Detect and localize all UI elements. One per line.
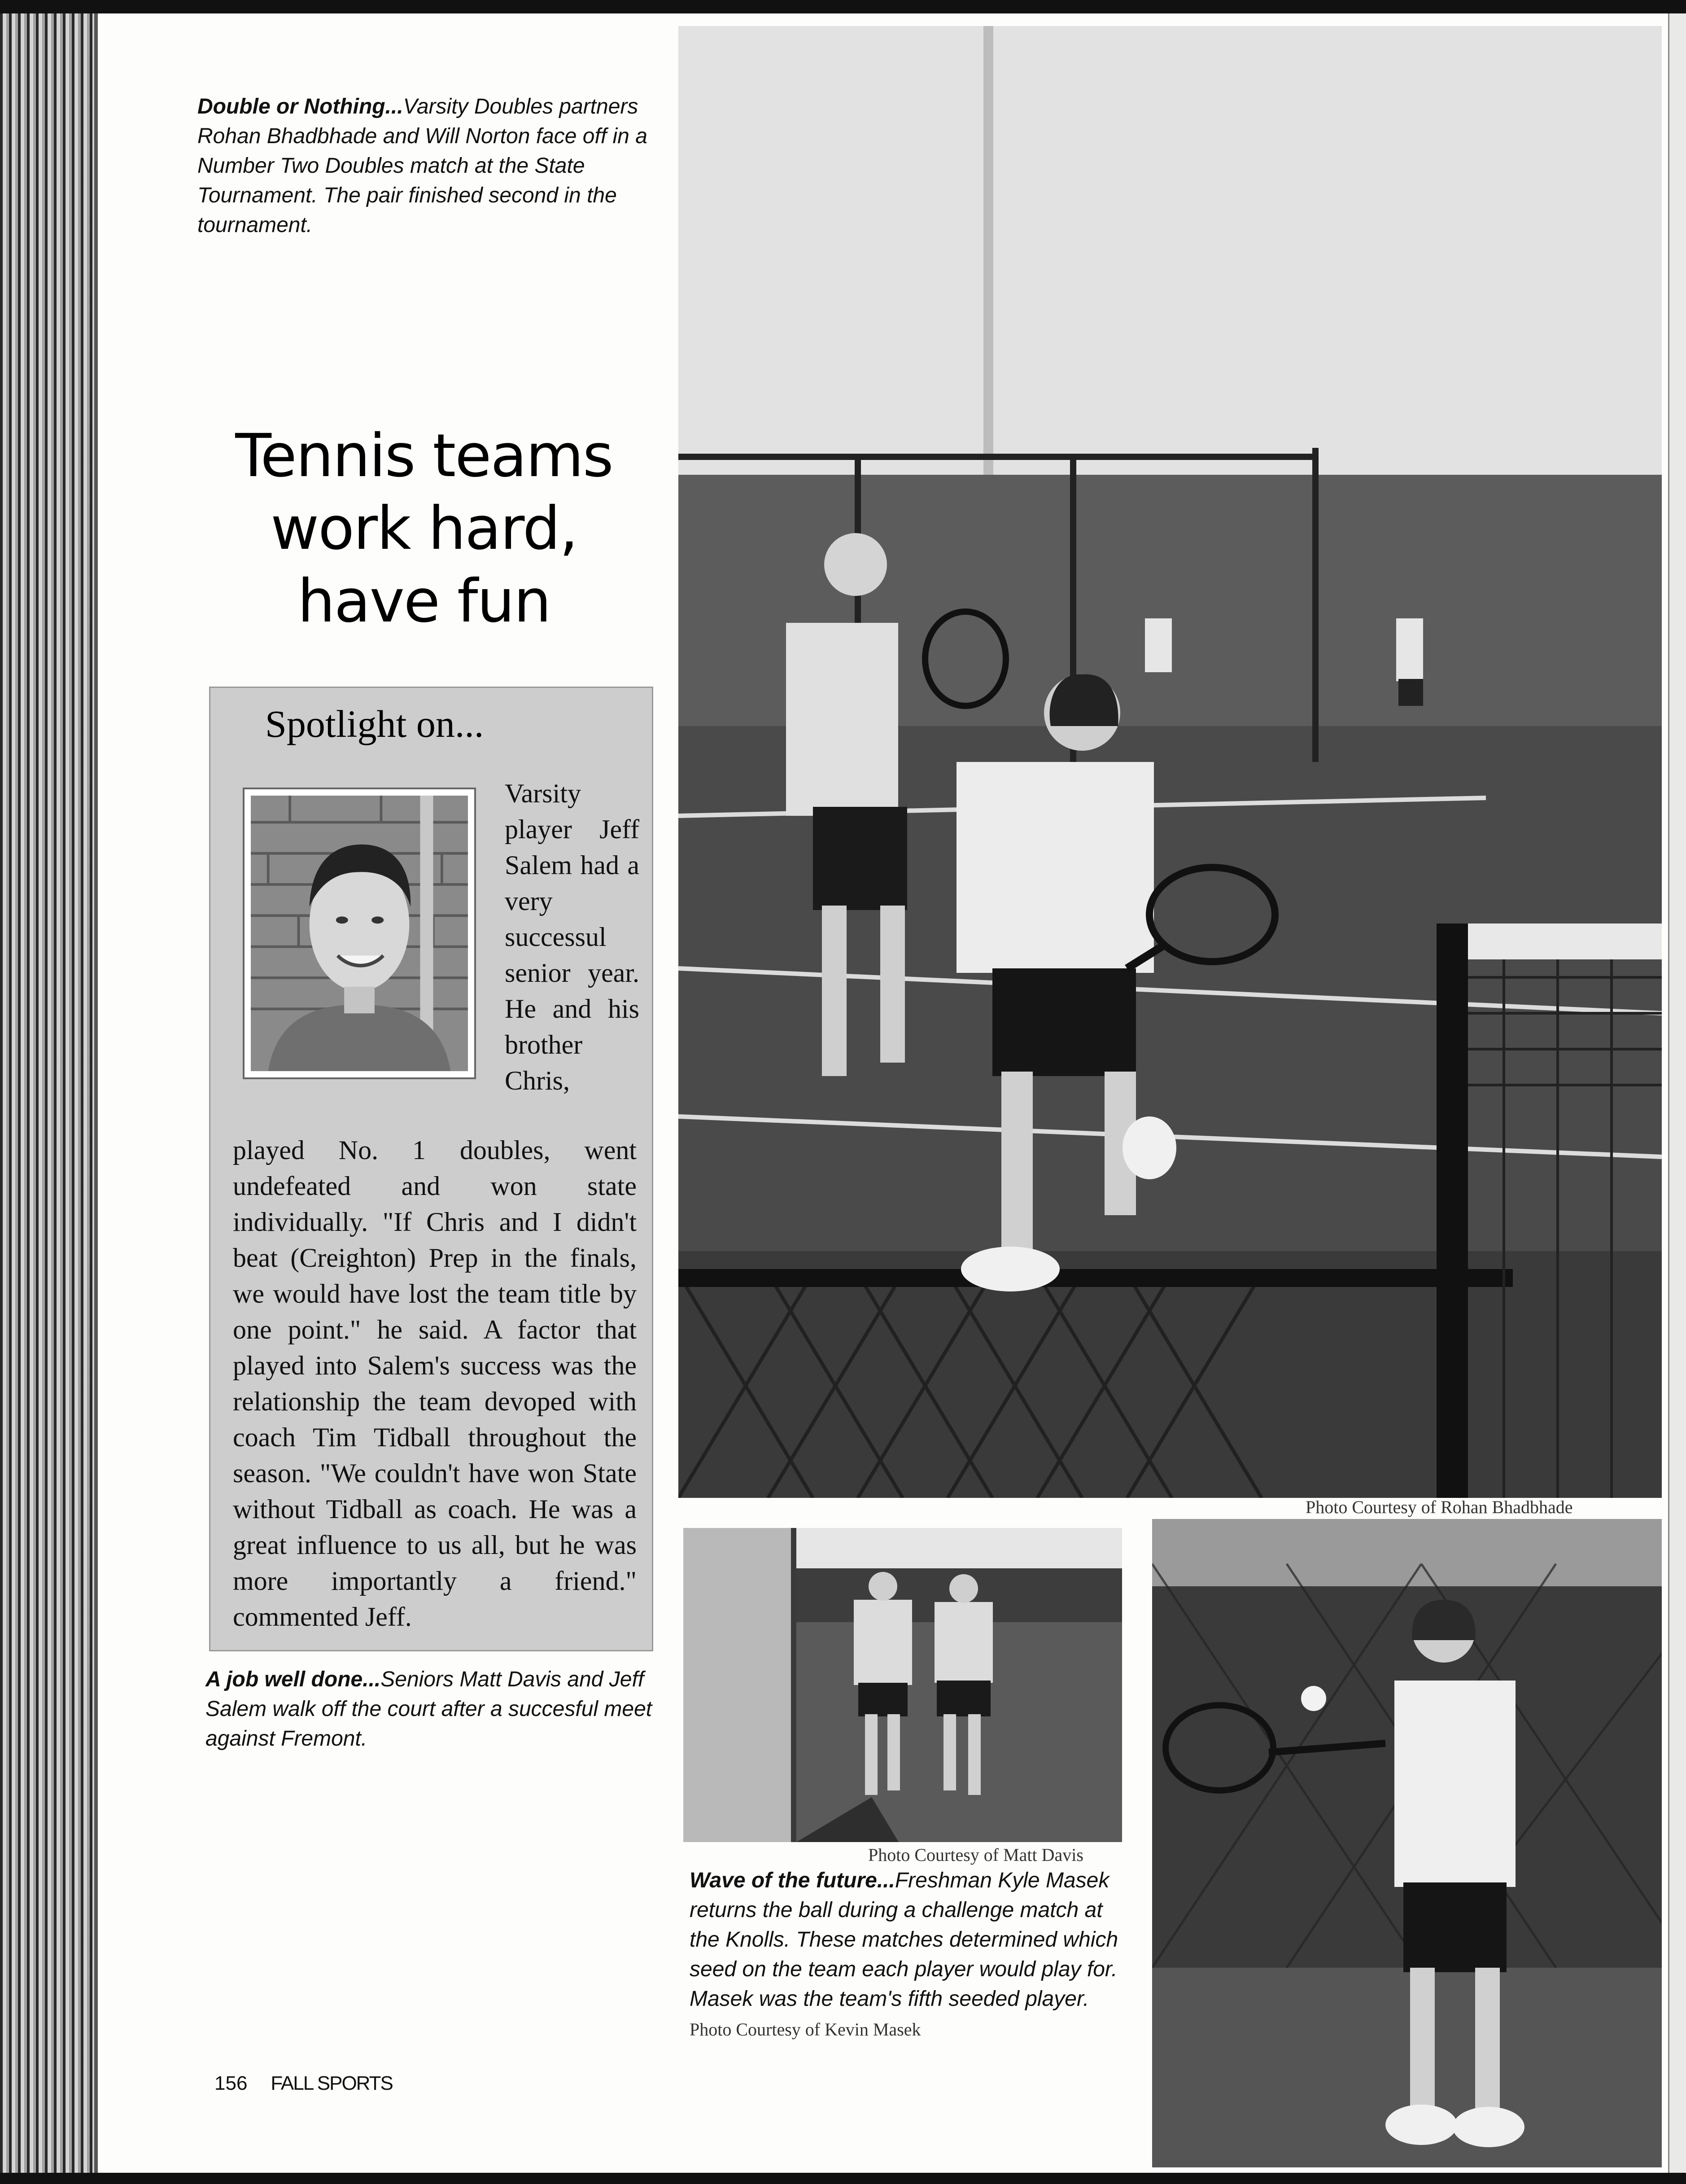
kyle-masek-image	[1152, 1519, 1662, 2167]
spotlight-text-wide: played No. 1 doubles, went undefeated and won state individually. "If Chris and I didn't beat (Creighton) Prep in the finals, we would have lost the team title by one point." he said. A factor that played into Salem's success was the relationship the team devoped with coach Tim Tidball throughout the season. "We couldn't have won State without Tidball as coach. He was a great influence to us all, but he was more importantly a friend." commented Jeff.	[233, 1135, 637, 1632]
section-name: FALL SPORTS	[271, 2072, 393, 2094]
caption-wave-of-the-future	[690, 1866, 1134, 2044]
spine-edge	[94, 13, 98, 2173]
portrait-photo-jeff-salem	[243, 788, 476, 1079]
photo-kyle-masek	[1152, 1519, 1662, 2167]
spotlight-box	[209, 687, 653, 1651]
photo-credit-wave: Photo Courtesy of Kevin Masek	[690, 2019, 921, 2040]
photo-credit-main: Photo Courtesy of Rohan Bhadbhade	[1306, 1497, 1573, 1517]
photo-doubles-match	[678, 26, 1662, 1498]
headline-line-1: Tennis teams	[235, 421, 613, 490]
bottom-border	[0, 2173, 1686, 2184]
page-folio	[214, 2072, 393, 2095]
top-border	[0, 0, 1686, 13]
portrait-image	[251, 796, 468, 1071]
page-number: 156	[214, 2072, 248, 2094]
headline-line-2: work hard,	[271, 494, 577, 563]
doubles-match-image	[678, 26, 1662, 1498]
spotlight-title: Spotlight on...	[265, 702, 484, 745]
photo-seniors-walking	[683, 1528, 1122, 1842]
caption-lead: A job well done...	[205, 1668, 381, 1691]
headline-line-3: have fun	[297, 567, 550, 636]
caption-lead: Double or Nothing...	[197, 95, 403, 118]
right-page-edge	[1668, 13, 1686, 2173]
caption-body: Freshman Kyle Masek returns the ball during a challenge match at the Knolls. These matches determined which seed on the team each player would play for. Masek was the team's fifth seeded player.	[690, 1869, 1118, 2011]
caption-body: Varsity Doubles partners Rohan Bhadbhade and Will Norton face off in a Number Two Doubles match at the State Tournament. The pair finished second in the tournament.	[197, 95, 647, 237]
page-headline	[197, 420, 651, 638]
seniors-walking-image	[683, 1528, 1122, 1842]
book-spine-pages	[0, 13, 94, 2173]
caption-lead: Wave of the future...	[690, 1869, 895, 1892]
caption-body: Seniors Matt Davis and Jeff Salem walk off the court after a succesful meet against Fremont.	[205, 1668, 652, 1751]
photo-credit-walk: Photo Courtesy of Matt Davis	[868, 1845, 1083, 1865]
spotlight-text-narrow: Varsity player Jeff Salem had a very successul senior year. He and his brother Chris,	[505, 779, 639, 1095]
caption-job-well-done	[205, 1665, 677, 1754]
caption-double-or-nothing	[197, 92, 651, 240]
